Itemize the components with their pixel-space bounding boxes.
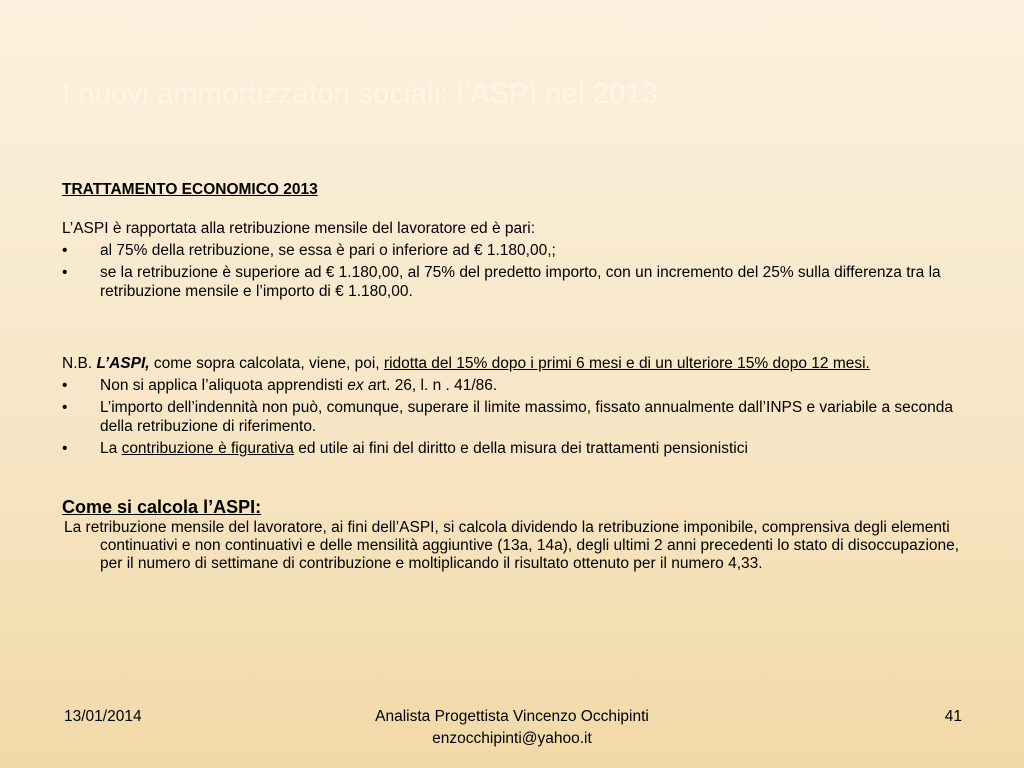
list-item xyxy=(62,376,967,395)
underlined-fragment: contribuzione è figurativa xyxy=(121,440,294,457)
bullet-marker: • xyxy=(62,264,68,281)
list-item xyxy=(62,439,967,458)
list-item xyxy=(62,398,967,436)
list-item xyxy=(62,241,967,260)
benefit-list xyxy=(62,241,967,301)
slide-content xyxy=(62,180,967,573)
section-heading: TRATTAMENTO ECONOMICO 2013 xyxy=(62,181,318,198)
list-item-text xyxy=(100,440,748,457)
italic-fragment: ex a xyxy=(347,377,377,394)
calc-body: La retribuzione mensile del lavoratore, ai fini dell’ASPI, si calcola dividendo la retribuzione imponibile, comprensiva degli elementi continuativi e non continuativi e delle mensilità aggiuntive (13a, 14a), degli ultimi 2 anni precedenti lo stato di disoccupazione, per il numero di settimane di contribuzione e moltiplicando il risultato ottenuto per il numero 4,33. xyxy=(64,519,960,572)
nb-bold: L’ASPI, xyxy=(96,355,150,372)
intro-text: L’ASPI è rapportata alla retribuzione mensile del lavoratore ed è pari: xyxy=(62,220,536,237)
notes-list xyxy=(62,376,967,458)
text-fragment: La xyxy=(100,440,122,457)
list-item-text: se la retribuzione è superiore ad € 1.180,00, al 75% del predetto importo, con un incremento del 25% sulla differenza tra la retribuzione mensile e l’importo di € 1.180,00. xyxy=(100,264,941,300)
list-item-text: L’importo dell’indennità non può, comunque, superare il limite massimo, fissato annualmente dall’INPS e variabile a seconda della retribuzione di riferimento. xyxy=(100,399,953,435)
nb-middle: come sopra calcolata, viene, poi, xyxy=(149,355,384,372)
text-fragment: ed utile ai fini del diritto e della misura dei trattamenti pensionistici xyxy=(293,440,748,457)
nb-underlined: ridotta del 15% dopo i primi 6 mesi e di un ulteriore 15% dopo 12 mesi. xyxy=(383,355,870,372)
slide-title: I nuovi ammortizzatori sociali: l’ASPI nel 2013 xyxy=(62,78,659,110)
list-item-text xyxy=(100,377,497,394)
bullet-marker: • xyxy=(62,399,68,416)
footer-date: 13/01/2014 xyxy=(64,708,142,725)
footer-author-name: Analista Progettista Vincenzo Occhipinti xyxy=(375,708,649,725)
footer-author xyxy=(312,706,712,750)
nb-prefix: N.B. xyxy=(62,355,97,372)
text-fragment: rt. 26, l. n . 41/86. xyxy=(376,377,498,394)
footer-email: enzocchipinti@yahoo.it xyxy=(432,730,592,747)
text-fragment: Non si applica l’aliquota apprendisti xyxy=(100,377,348,394)
calc-heading: Come si calcola l’ASPI: xyxy=(62,497,262,517)
list-item xyxy=(62,263,967,301)
nota-bene xyxy=(62,354,967,373)
list-item-text: al 75% della retribuzione, se essa è pari o inferiore ad € 1.180,00,; xyxy=(100,242,556,259)
bullet-marker: • xyxy=(62,440,68,457)
footer-page-number: 41 xyxy=(944,708,962,725)
bullet-marker: • xyxy=(62,242,68,259)
bullet-marker: • xyxy=(62,377,68,394)
